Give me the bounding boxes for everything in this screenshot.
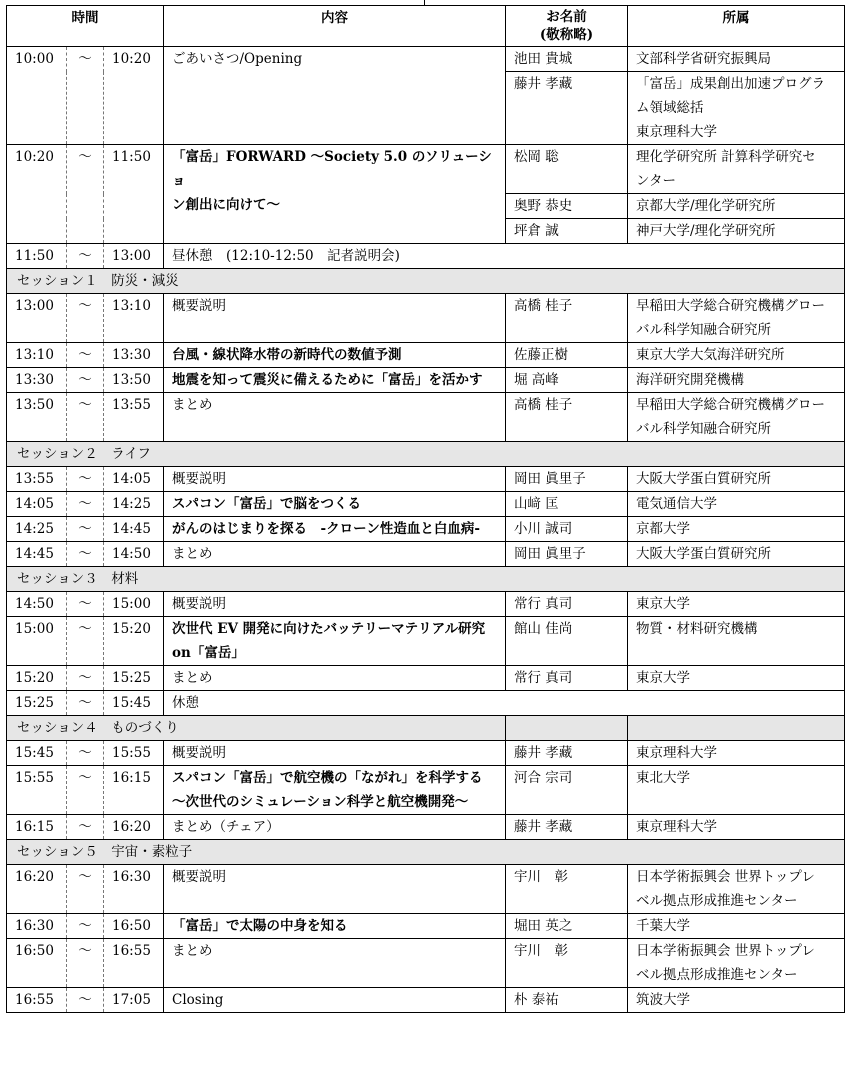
tilde: ～ xyxy=(67,666,104,691)
start-time: 15:20 xyxy=(7,666,67,691)
table-row xyxy=(7,939,845,988)
tilde: ～ xyxy=(67,815,104,840)
affiliation-line: ベル拠点形成推進センター xyxy=(636,967,798,983)
affiliation-line: ム領域総括 xyxy=(636,100,704,116)
end-time: 17:05 xyxy=(104,988,164,1013)
table-row xyxy=(7,914,845,939)
tilde: ～ xyxy=(67,343,104,368)
content-line: on「富岳」 xyxy=(172,645,245,661)
table-row xyxy=(7,492,845,517)
affiliation-line: 東北大学 xyxy=(636,770,690,786)
session-content: 台風・線状降水帯の新時代の数値予測 xyxy=(164,343,506,368)
speaker-name: 朴 泰祐 xyxy=(506,988,628,1013)
start-time: 13:30 xyxy=(7,368,67,393)
affiliation-line: 京都大学 xyxy=(636,521,690,537)
section-header-row xyxy=(7,567,845,592)
speaker-name: 常行 真司 xyxy=(506,666,628,691)
session-content: 休憩 xyxy=(164,691,845,716)
section-title: セッション３ 材料 xyxy=(7,567,845,592)
tilde: ～ xyxy=(67,517,104,542)
header-affiliation: 所属 xyxy=(628,6,845,47)
end-time: 13:00 xyxy=(104,244,164,269)
affiliation-line: 理化学研究所 計算科学研究セ xyxy=(636,149,816,165)
session-content xyxy=(164,766,506,815)
end-time: 11:50 xyxy=(104,145,164,244)
start-time: 15:25 xyxy=(7,691,67,716)
speaker-name: 高橋 桂子 xyxy=(506,393,628,442)
end-time: 13:30 xyxy=(104,343,164,368)
table-row xyxy=(7,294,845,343)
affiliation-line: 早稲田大学総合研究機構グロー xyxy=(636,397,825,413)
speaker-affiliation xyxy=(628,517,845,542)
end-time: 14:05 xyxy=(104,467,164,492)
affiliation-line: 東京大学 xyxy=(636,596,690,612)
tilde: ～ xyxy=(67,542,104,567)
start-time: 14:25 xyxy=(7,517,67,542)
speaker-affiliation xyxy=(628,467,845,492)
speaker-affiliation xyxy=(628,865,845,914)
affiliation-line: 筑波大学 xyxy=(636,992,690,1008)
table-row xyxy=(7,244,845,269)
section-title: セッション４ ものづくり xyxy=(7,716,506,741)
tilde: ～ xyxy=(67,914,104,939)
header-name-line1: お名前 xyxy=(546,9,587,25)
session-content: まとめ xyxy=(164,666,506,691)
speaker-name: 堀 高峰 xyxy=(506,368,628,393)
start-time: 16:20 xyxy=(7,865,67,914)
end-time: 15:45 xyxy=(104,691,164,716)
start-time: 16:50 xyxy=(7,939,67,988)
affiliation-line: 大阪大学蛋白質研究所 xyxy=(636,546,771,562)
start-time: 15:00 xyxy=(7,617,67,666)
table-row xyxy=(7,368,845,393)
tilde: ～ xyxy=(67,865,104,914)
speaker-affiliation xyxy=(628,343,845,368)
session-content: 概要説明 xyxy=(164,294,506,343)
tilde: ～ xyxy=(67,145,104,244)
speaker-affiliation xyxy=(628,592,845,617)
tilde: ～ xyxy=(67,393,104,442)
session-content: 概要説明 xyxy=(164,467,506,492)
affiliation-line: 「富岳」成果創出加速プログラ xyxy=(636,76,825,92)
tilde: ～ xyxy=(67,492,104,517)
affiliation-line: 神戸大学/理化学研究所 xyxy=(636,223,776,239)
affiliation-line: 東京理科大学 xyxy=(636,124,717,140)
speaker-name: 宇川 彰 xyxy=(506,939,628,988)
affiliation-line: 早稲田大学総合研究機構グロー xyxy=(636,298,825,314)
speaker-affiliation xyxy=(628,47,845,72)
section-header-row xyxy=(7,840,845,865)
speaker-name: 藤井 孝藏 xyxy=(506,741,628,766)
session-content: がんのはじまりを探る -クローン性造血と白血病- xyxy=(164,517,506,542)
end-time: 16:50 xyxy=(104,914,164,939)
tilde: ～ xyxy=(67,592,104,617)
speaker-name: 高橋 桂子 xyxy=(506,294,628,343)
tilde: ～ xyxy=(67,617,104,666)
session-content: 地震を知って震災に備えるために「富岳」を活かす xyxy=(164,368,506,393)
schedule-body xyxy=(7,47,845,1013)
start-time: 14:50 xyxy=(7,592,67,617)
section-title: セッション５ 宇宙・素粒子 xyxy=(7,840,845,865)
section-title: セッション２ ライフ xyxy=(7,442,845,467)
table-row xyxy=(7,145,845,194)
speaker-affiliation xyxy=(628,766,845,815)
speaker-name: 館山 佳尚 xyxy=(506,617,628,666)
content-line: ～次世代のシミュレーション科学と航空機開発～ xyxy=(172,794,469,810)
session-content: ごあいさつ/Opening xyxy=(164,47,506,145)
start-time: 13:10 xyxy=(7,343,67,368)
session-content: 概要説明 xyxy=(164,592,506,617)
speaker-name: 松岡 聡 xyxy=(506,145,628,194)
table-row xyxy=(7,815,845,840)
session-content: スパコン「富岳」で脳をつくる xyxy=(164,492,506,517)
speaker-name: 奥野 恭史 xyxy=(506,194,628,219)
end-time: 15:00 xyxy=(104,592,164,617)
affiliation-line: ンター xyxy=(636,173,676,189)
session-content: まとめ xyxy=(164,939,506,988)
affiliation-line: 東京理科大学 xyxy=(636,819,717,835)
table-row xyxy=(7,865,845,914)
tilde: ～ xyxy=(67,939,104,988)
speaker-name: 岡田 眞里子 xyxy=(506,542,628,567)
speaker-affiliation xyxy=(628,492,845,517)
session-content: Closing xyxy=(164,988,506,1013)
speaker-name: 藤井 孝藏 xyxy=(506,815,628,840)
speaker-affiliation xyxy=(628,145,845,194)
speaker-affiliation xyxy=(628,939,845,988)
speaker-affiliation xyxy=(628,914,845,939)
affiliation-line: 電気通信大学 xyxy=(636,496,717,512)
speaker-name: 藤井 孝藏 xyxy=(506,72,628,145)
table-row xyxy=(7,617,845,666)
table-row xyxy=(7,517,845,542)
speaker-name: 常行 真司 xyxy=(506,592,628,617)
affiliation-line: 日本学術振興会 世界トップレ xyxy=(636,943,815,959)
speaker-affiliation xyxy=(628,542,845,567)
tilde: ～ xyxy=(67,294,104,343)
content-line: 「富岳」FORWARD ～Society 5.0 のソリューショ xyxy=(172,149,492,189)
speaker-affiliation xyxy=(628,194,845,219)
affiliation-line: 海洋研究開発機構 xyxy=(636,372,744,388)
affiliation-line: 文部科学省研究振興局 xyxy=(636,51,771,67)
start-time: 13:55 xyxy=(7,467,67,492)
header-content: 内容 xyxy=(164,6,506,47)
session-content: 昼休憩 (12:10-12:50 記者説明会) xyxy=(164,244,845,269)
speaker-name: 河合 宗司 xyxy=(506,766,628,815)
session-content: まとめ xyxy=(164,393,506,442)
end-time: 16:55 xyxy=(104,939,164,988)
speaker-name: 岡田 眞里子 xyxy=(506,467,628,492)
affiliation-line: バル科学知融合研究所 xyxy=(636,421,771,437)
table-row xyxy=(7,741,845,766)
section-header-row xyxy=(7,442,845,467)
header-time: 時間 xyxy=(7,6,164,47)
session-content xyxy=(164,145,506,244)
table-row xyxy=(7,666,845,691)
affiliation-line: 大阪大学蛋白質研究所 xyxy=(636,471,771,487)
end-time: 14:25 xyxy=(104,492,164,517)
speaker-affiliation xyxy=(628,219,845,244)
start-time: 10:00 xyxy=(7,47,67,145)
session-content xyxy=(164,617,506,666)
section-header-row xyxy=(7,269,845,294)
table-row xyxy=(7,766,845,815)
tilde: ～ xyxy=(67,741,104,766)
start-time: 16:30 xyxy=(7,914,67,939)
table-row xyxy=(7,47,845,72)
table-row xyxy=(7,542,845,567)
content-line: ン創出に向けて～ xyxy=(172,197,280,213)
start-time: 13:50 xyxy=(7,393,67,442)
speaker-name: 佐藤正樹 xyxy=(506,343,628,368)
start-time: 13:00 xyxy=(7,294,67,343)
content-line: 次世代 EV 開発に向けたバッテリーマテリアル研究 xyxy=(172,621,486,637)
table-row xyxy=(7,691,845,716)
end-time: 16:30 xyxy=(104,865,164,914)
start-time: 11:50 xyxy=(7,244,67,269)
section-title: セッション１ 防災・減災 xyxy=(7,269,845,294)
affiliation-line: 日本学術振興会 世界トップレ xyxy=(636,869,815,885)
affiliation-line: 千葉大学 xyxy=(636,918,690,934)
end-time: 14:45 xyxy=(104,517,164,542)
start-time: 14:05 xyxy=(7,492,67,517)
table-row xyxy=(7,343,845,368)
end-time: 15:20 xyxy=(104,617,164,666)
affiliation-line: 物質・材料研究機構 xyxy=(636,621,758,637)
affiliation-line: ベル拠点形成推進センター xyxy=(636,893,798,909)
header-name-line2: (敬称略) xyxy=(539,27,594,43)
speaker-affiliation xyxy=(628,988,845,1013)
tilde: ～ xyxy=(67,244,104,269)
end-time: 16:15 xyxy=(104,766,164,815)
start-time: 15:55 xyxy=(7,766,67,815)
session-content: 「富岳」で太陽の中身を知る xyxy=(164,914,506,939)
start-time: 10:20 xyxy=(7,145,67,244)
end-time: 14:50 xyxy=(104,542,164,567)
end-time: 15:25 xyxy=(104,666,164,691)
speaker-name: 坪倉 誠 xyxy=(506,219,628,244)
end-time: 13:55 xyxy=(104,393,164,442)
speaker-affiliation xyxy=(628,393,845,442)
tilde: ～ xyxy=(67,766,104,815)
speaker-name: 池田 貴城 xyxy=(506,47,628,72)
speaker-affiliation xyxy=(628,666,845,691)
start-time: 15:45 xyxy=(7,741,67,766)
schedule-table xyxy=(6,5,845,1013)
table-row xyxy=(7,467,845,492)
content-line: スパコン「富岳」で航空機の「ながれ」を科学する xyxy=(172,770,483,786)
header-row xyxy=(7,6,845,47)
table-row xyxy=(7,592,845,617)
session-content: まとめ（チェア） xyxy=(164,815,506,840)
affiliation-line: バル科学知融合研究所 xyxy=(636,322,771,338)
end-time: 13:50 xyxy=(104,368,164,393)
start-time: 16:55 xyxy=(7,988,67,1013)
table-row xyxy=(7,988,845,1013)
speaker-name: 堀田 英之 xyxy=(506,914,628,939)
section-blank-cell xyxy=(628,716,845,741)
affiliation-line: 東京大学大気海洋研究所 xyxy=(636,347,785,363)
tilde: ～ xyxy=(67,47,104,145)
tilde: ～ xyxy=(67,988,104,1013)
end-time: 16:20 xyxy=(104,815,164,840)
speaker-affiliation xyxy=(628,368,845,393)
session-content: 概要説明 xyxy=(164,741,506,766)
section-header-row xyxy=(7,716,845,741)
speaker-affiliation xyxy=(628,72,845,145)
speaker-affiliation xyxy=(628,741,845,766)
speaker-affiliation xyxy=(628,815,845,840)
start-time: 14:45 xyxy=(7,542,67,567)
session-content: 概要説明 xyxy=(164,865,506,914)
speaker-affiliation xyxy=(628,617,845,666)
affiliation-line: 京都大学/理化学研究所 xyxy=(636,198,776,214)
session-content: まとめ xyxy=(164,542,506,567)
tilde: ～ xyxy=(67,691,104,716)
affiliation-line: 東京理科大学 xyxy=(636,745,717,761)
affiliation-line: 東京大学 xyxy=(636,670,690,686)
speaker-name: 宇川 彰 xyxy=(506,865,628,914)
section-blank-cell xyxy=(506,716,628,741)
tilde: ～ xyxy=(67,368,104,393)
table-row xyxy=(7,393,845,442)
tilde: ～ xyxy=(67,467,104,492)
start-time: 16:15 xyxy=(7,815,67,840)
speaker-name: 山﨑 匡 xyxy=(506,492,628,517)
end-time: 15:55 xyxy=(104,741,164,766)
header-name xyxy=(506,6,628,47)
speaker-name: 小川 誠司 xyxy=(506,517,628,542)
end-time: 13:10 xyxy=(104,294,164,343)
speaker-affiliation xyxy=(628,294,845,343)
end-time: 10:20 xyxy=(104,47,164,145)
